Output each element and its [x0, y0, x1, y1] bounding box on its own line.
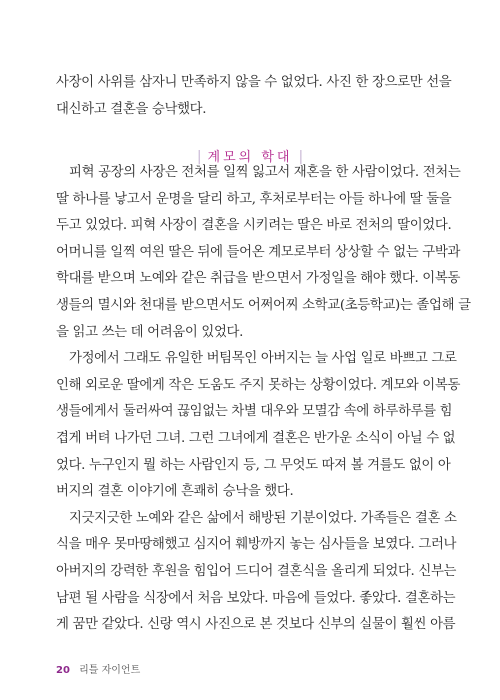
text-line: 대신하고 결혼을 승낙했다.: [56, 101, 207, 117]
text-line: 을 읽고 쓰는 데 어려움이 있었다.: [56, 324, 244, 340]
book-title: 리틀 자이언트: [79, 665, 141, 676]
text-line: 가정에서 그래도 유일한 버팀목인 아버지는 늘 사업 일로 바쁘고 그로: [69, 351, 457, 367]
text-line: 피혁 공장의 사장은 전처를 일찍 잃고서 재혼을 한 사람이었다. 전처는: [69, 165, 461, 180]
text-line: 었다. 누구인지 뭘 하는 사람인지 등, 그 무엇도 따져 볼 겨를도 없이 아: [56, 457, 451, 473]
heading-bar-right: |: [298, 149, 304, 165]
top-paragraph: [56, 70, 452, 123]
text-line: 사장이 사위를 삼자니 만족하지 않을 수 없었다. 사진 한 장으로만 선을: [56, 75, 452, 90]
text-line: 생들의 멸시와 천대를 받으면서도 어쩌어찌 소학교(초등학교)는 졸업해 글: [56, 297, 471, 313]
text-line: 남편 될 사람을 식장에서 처음 보았다. 마음에 들었다. 좋았다. 결혼하는: [56, 590, 456, 606]
text-line: 버지의 결혼 이야기에 흔쾌히 승낙을 했다.: [56, 484, 294, 500]
text-line: 아버지의 강력한 후원을 힘입어 드디어 결혼식을 올리게 되었다. 신부는: [56, 563, 457, 579]
text-line: 인해 외로운 딸에게 작은 도움도 주지 못하는 상황이었다. 계모와 이복동: [56, 377, 461, 393]
page-number: 20: [56, 665, 70, 676]
text-line: 식을 매우 못마땅해했고 심지어 훼방까지 놓는 심사들을 보였다. 그러나: [56, 537, 457, 553]
text-line: 생들에게서 둘러싸여 끊임없는 차별 대우와 모멸감 속에 하루하루를 힘: [56, 404, 453, 420]
page-footer: [56, 661, 140, 676]
heading-bar-left: |: [196, 149, 202, 165]
text-line: 딸 하나를 낳고서 운명을 달리 하고, 후처로부터는 아들 하나에 딸 둘을: [56, 191, 452, 207]
text-line: 게 꿈만 같았다. 신랑 역시 사진으로 본 것보다 신부의 실물이 훨씬 아름: [56, 617, 456, 633]
heading-title: 계모의 학대: [207, 150, 293, 165]
text-line: 학대를 받으며 노예와 같은 취급을 받으면서 가정일을 해야 했다. 이복동: [56, 271, 461, 287]
text-line: 두고 있었다. 피혁 사장이 결혼을 시키려는 딸은 바로 전처의 딸이었다.: [56, 218, 452, 234]
text-line: 지긋지긋한 노예와 같은 삶에서 해방된 기분이었다. 가족들은 결혼 소: [69, 510, 457, 526]
text-line: 겹게 버텨 나가던 그녀. 그런 그녀에게 결혼은 반가운 소식이 아닐 수 없: [56, 430, 456, 446]
text-line: 어머니를 일찍 여읜 딸은 뒤에 들어온 계모로부터 상상할 수 없는 구박과: [56, 244, 461, 260]
body-text: [56, 160, 471, 639]
